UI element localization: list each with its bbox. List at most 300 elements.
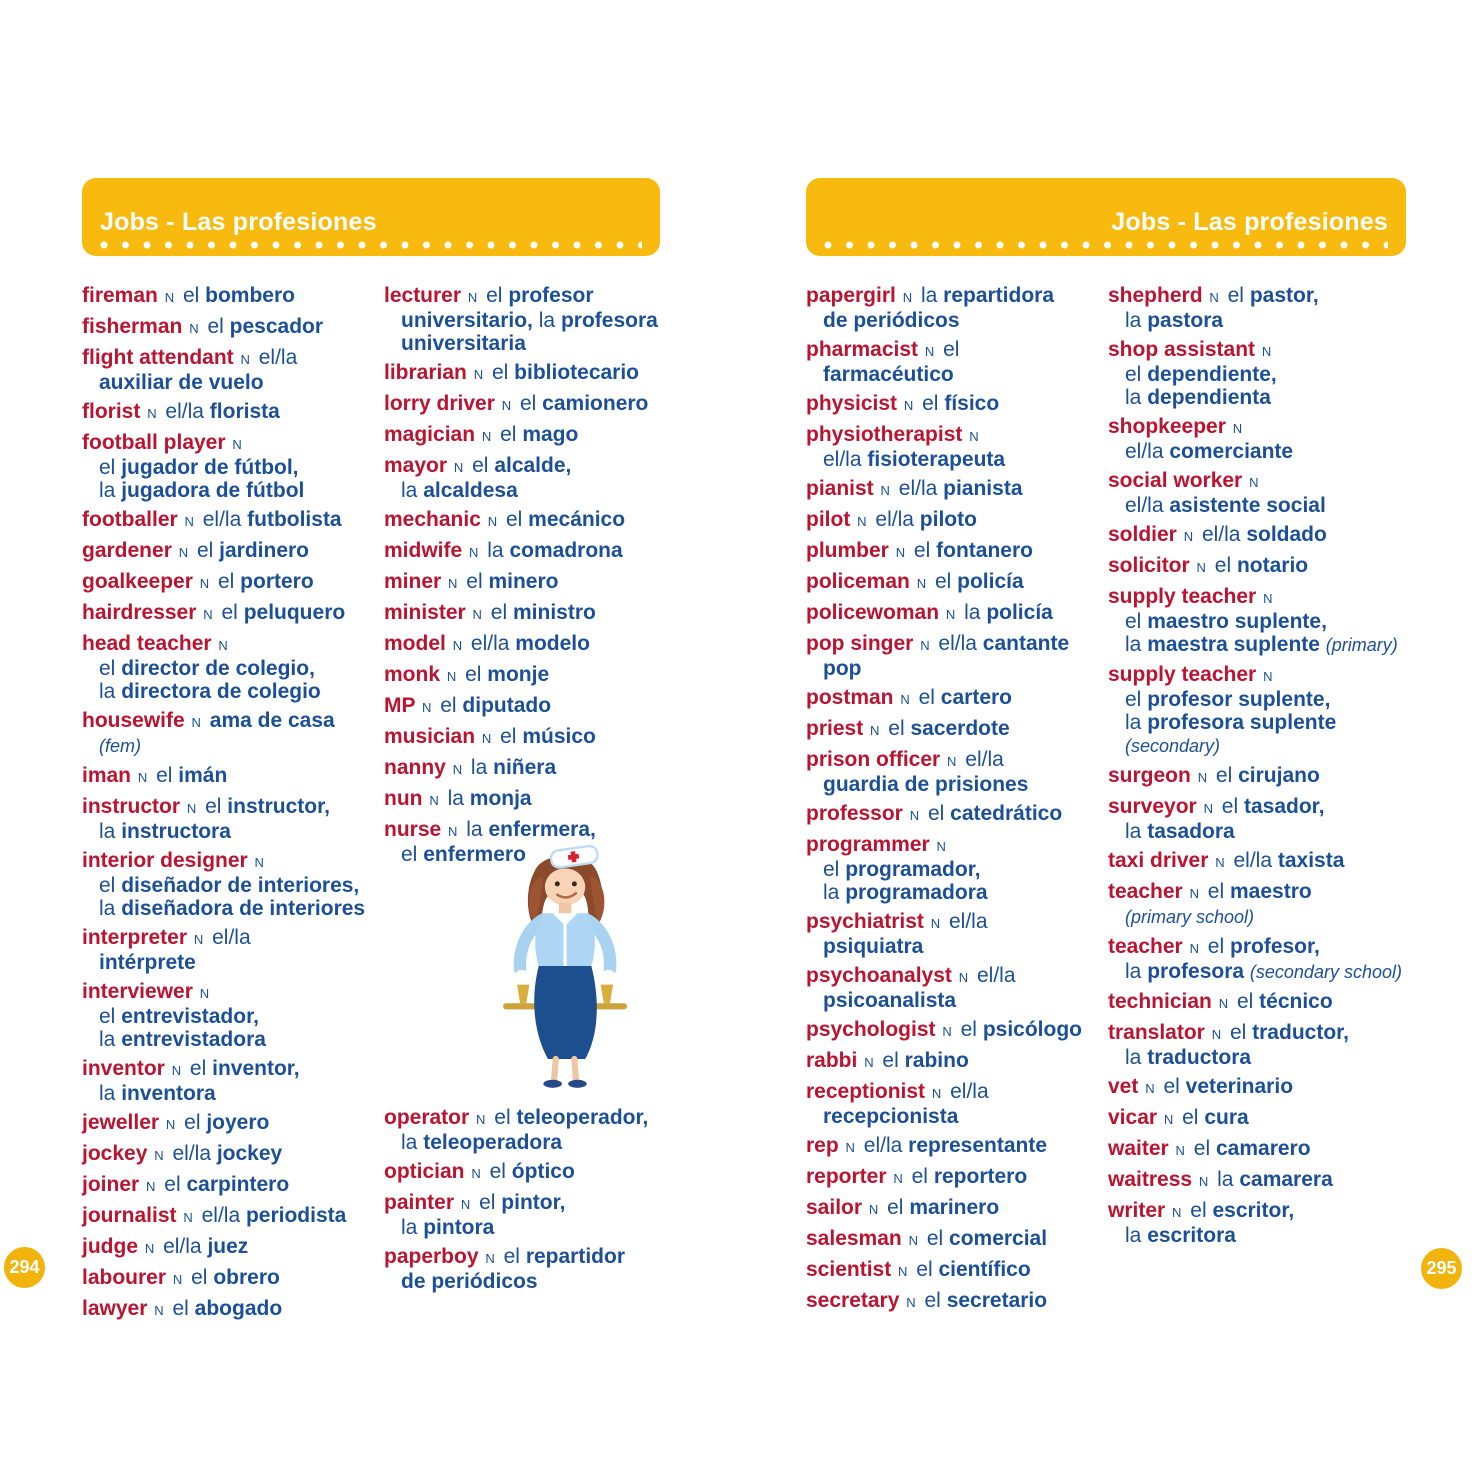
- translation: taxista: [1277, 849, 1345, 872]
- translation: técnico: [1259, 990, 1333, 1013]
- headword: head teacher: [82, 632, 212, 655]
- entry-line: [82, 431, 384, 456]
- entry-line: [1108, 494, 1406, 517]
- noun-marker: N: [1261, 344, 1272, 359]
- translation: ama de casa: [209, 709, 335, 732]
- dictionary-entry: [82, 709, 384, 758]
- noun-marker: N: [446, 669, 457, 684]
- entry-line: [1108, 795, 1406, 820]
- dictionary-entry: [1108, 338, 1406, 409]
- dictionary-entry: [806, 392, 1108, 417]
- dictionary-entry: [806, 1018, 1108, 1043]
- translation: cartero: [940, 686, 1012, 709]
- article: el/la: [976, 964, 1016, 987]
- dictionary-entry: [384, 632, 660, 657]
- headword: pianist: [806, 477, 874, 500]
- translation: modelo: [515, 632, 590, 655]
- noun-marker: N: [218, 638, 228, 653]
- translation: marinero: [909, 1196, 1000, 1219]
- article: el: [207, 315, 224, 338]
- headword: instructor: [82, 795, 181, 818]
- translation: traductor,: [1252, 1021, 1349, 1044]
- entry-line: [384, 508, 660, 533]
- dictionary-entry: [82, 601, 384, 626]
- entry-line: [1108, 1075, 1406, 1100]
- entry-line: [82, 346, 384, 371]
- translation: enfermera,: [488, 818, 596, 841]
- article: el: [440, 694, 457, 717]
- headword: flight attendant: [82, 346, 234, 369]
- entry-line: [806, 601, 1108, 626]
- article: el: [164, 1173, 181, 1196]
- entry-line: [806, 1018, 1108, 1043]
- translation: físico: [944, 392, 1000, 415]
- translation: portero: [240, 570, 314, 593]
- entry-line: [384, 332, 660, 355]
- translation: sacerdote: [910, 717, 1010, 740]
- article: el: [503, 1245, 520, 1268]
- noun-marker: N: [1196, 560, 1206, 575]
- article: el: [505, 508, 523, 531]
- article: la: [447, 787, 464, 810]
- headword: monk: [384, 663, 441, 686]
- dictionary-entry: [384, 1245, 660, 1293]
- noun-marker: N: [1145, 1081, 1155, 1096]
- noun-marker: N: [902, 290, 913, 305]
- dictionary-entry: [1108, 1168, 1406, 1193]
- article: el: [911, 1165, 928, 1188]
- article: el/la: [950, 1080, 989, 1103]
- entry-line: [384, 1245, 660, 1270]
- article: la: [401, 1216, 418, 1239]
- dictionary-entry: [1108, 1199, 1406, 1247]
- entry-line: [806, 570, 1108, 595]
- noun-marker: N: [930, 916, 941, 931]
- translation: bibliotecario: [514, 361, 640, 384]
- headword: plumber: [806, 539, 889, 562]
- translation: niñera: [493, 756, 557, 779]
- article: la: [1125, 711, 1142, 734]
- dictionary-entry: [82, 1204, 384, 1229]
- entry-line: [82, 632, 384, 657]
- entry-line: [1108, 1137, 1406, 1162]
- entry-line: [806, 858, 1108, 881]
- headword: professor: [806, 802, 903, 825]
- headword: judge: [82, 1235, 138, 1258]
- translation: notario: [1236, 554, 1309, 577]
- headword: rep: [806, 1134, 839, 1157]
- dictionary-entry: [384, 570, 660, 595]
- noun-marker: N: [916, 576, 927, 591]
- entry-line: [1108, 1106, 1406, 1131]
- noun-marker: N: [460, 1197, 471, 1212]
- translation: monje: [487, 663, 550, 686]
- article: el/la: [965, 748, 1004, 771]
- entry-line: [806, 632, 1108, 657]
- translation: peluquero: [243, 601, 346, 624]
- article: el: [888, 717, 905, 740]
- noun-marker: N: [857, 514, 867, 529]
- headword: musician: [384, 725, 476, 748]
- dictionary-entry: [806, 539, 1108, 564]
- entry-line: [82, 764, 384, 789]
- noun-marker: N: [469, 545, 479, 560]
- noun-marker: N: [147, 406, 157, 421]
- noun-marker: N: [969, 429, 979, 444]
- entry-line: [1108, 554, 1406, 579]
- dictionary-entry: [806, 1227, 1108, 1252]
- entry-line: [1108, 1021, 1406, 1046]
- translation: músico: [522, 725, 596, 748]
- translation: instructor,: [227, 795, 330, 818]
- article: el: [479, 1191, 496, 1214]
- headword: secretary: [806, 1289, 900, 1312]
- article: el: [486, 284, 503, 307]
- dictionary-entry: [82, 315, 384, 340]
- page-294: [82, 178, 660, 1328]
- dictionary-entry: [82, 431, 384, 502]
- article: la: [1125, 309, 1142, 332]
- translation: policía: [957, 570, 1024, 593]
- article: el: [1236, 990, 1254, 1013]
- headword: fisherman: [82, 315, 183, 338]
- entry-line: [384, 570, 660, 595]
- headword: lorry driver: [384, 392, 495, 415]
- noun-marker: N: [452, 762, 463, 777]
- noun-marker: N: [199, 576, 210, 591]
- dictionary-entry: [82, 400, 384, 425]
- translation: de periódicos: [401, 1270, 538, 1293]
- article: el: [99, 874, 116, 897]
- translation: cantante: [982, 632, 1070, 655]
- translation: teleoperador,: [516, 1106, 649, 1129]
- headword: receptionist: [806, 1080, 926, 1103]
- entry-line: [806, 448, 1108, 471]
- entry-line: [82, 1005, 384, 1028]
- noun-marker: N: [154, 1148, 164, 1163]
- headword: prison officer: [806, 748, 941, 771]
- entry-line: [806, 1289, 1108, 1314]
- translation: futbolista: [247, 508, 342, 531]
- entry-line: [806, 964, 1108, 989]
- translation: policía: [986, 601, 1053, 624]
- translation: entrevistadora: [121, 1028, 266, 1051]
- article: el: [960, 1018, 977, 1041]
- headword: journalist: [82, 1204, 177, 1227]
- translation: universitario,: [401, 309, 533, 332]
- entry-line: [806, 1049, 1108, 1074]
- translation: traductora: [1147, 1046, 1252, 1069]
- translation: secretario: [946, 1289, 1048, 1312]
- entry-line: [806, 309, 1108, 332]
- article: la: [1125, 386, 1142, 409]
- translation: comercial: [949, 1227, 1048, 1250]
- article: el: [1227, 284, 1244, 307]
- article: el: [934, 570, 952, 593]
- translation: soldado: [1246, 523, 1327, 546]
- entry-line: [806, 773, 1108, 796]
- translation: jugadora de fútbol: [121, 479, 305, 502]
- translation: diseñadora de interiores: [121, 897, 366, 920]
- translation: farmacéutico: [823, 363, 954, 386]
- dictionary-entry: [1108, 935, 1406, 984]
- headword: writer: [1108, 1199, 1166, 1222]
- dictionary-entry: [806, 1080, 1108, 1128]
- headword: fireman: [82, 284, 158, 307]
- translation: enfermero: [423, 843, 526, 866]
- headword: midwife: [384, 539, 463, 562]
- translation: profesora suplente: [1147, 711, 1337, 734]
- headword: surveyor: [1108, 795, 1197, 818]
- noun-marker: N: [199, 986, 210, 1001]
- dotted-divider: [100, 241, 642, 249]
- headword: translator: [1108, 1021, 1205, 1044]
- translation: tasador,: [1244, 795, 1325, 818]
- section-title: Jobs - Las profesiones: [1111, 208, 1388, 236]
- noun-marker: N: [1175, 1143, 1185, 1158]
- entry-line: [806, 802, 1108, 827]
- noun-marker: N: [193, 932, 204, 947]
- entry-line: [806, 935, 1108, 958]
- entry-line: [384, 756, 660, 781]
- entry-line: [1108, 990, 1406, 1015]
- entry-line: [384, 309, 660, 332]
- translation: dependienta: [1147, 386, 1271, 409]
- headword: gardener: [82, 539, 172, 562]
- dictionary-entry: [806, 748, 1108, 796]
- entry-line: [806, 686, 1108, 711]
- article: el/la: [470, 632, 510, 655]
- article: la: [487, 539, 504, 562]
- translation: minero: [488, 570, 559, 593]
- entry-line: [82, 539, 384, 564]
- entry-line: [806, 881, 1108, 904]
- entry-line: [806, 1080, 1108, 1105]
- headword: solicitor: [1108, 554, 1190, 577]
- dictionary-entry: [806, 1165, 1108, 1190]
- headword: MP: [384, 694, 416, 717]
- article: el/la: [202, 508, 242, 531]
- entry-line: [82, 734, 384, 758]
- noun-marker: N: [1263, 669, 1273, 684]
- headword: interviewer: [82, 980, 193, 1003]
- translation: cirujano: [1238, 764, 1320, 787]
- noun-marker: N: [845, 1140, 855, 1155]
- article: el: [922, 392, 939, 415]
- translation: directora de colegio: [121, 680, 321, 703]
- noun-marker: N: [1197, 770, 1208, 785]
- headword: pop singer: [806, 632, 914, 655]
- right-page-column-1: [806, 284, 1108, 1320]
- translation: intérprete: [99, 951, 196, 974]
- entry-line: [384, 818, 660, 843]
- entry-line: [82, 1082, 384, 1105]
- noun-marker: N: [909, 808, 920, 823]
- article: el: [217, 570, 235, 593]
- translation: joyero: [206, 1111, 270, 1134]
- entry-line: [384, 1216, 660, 1239]
- dictionary-entry: [82, 508, 384, 533]
- dictionary-entry: [384, 361, 660, 386]
- headword: lawyer: [82, 1297, 148, 1320]
- noun-marker: N: [448, 576, 458, 591]
- dotted-divider: [824, 241, 1388, 249]
- translation: repartidora: [943, 284, 1055, 307]
- article: el: [927, 802, 945, 825]
- dictionary-entry: [82, 980, 384, 1051]
- entry-line: [82, 820, 384, 843]
- entry-line: [1108, 764, 1406, 789]
- entry-line: [384, 1131, 660, 1154]
- entry-line: [384, 361, 660, 386]
- article: la: [99, 1082, 116, 1105]
- article: la: [1125, 1046, 1142, 1069]
- note: (secondary): [1125, 736, 1221, 756]
- entry-line: [82, 849, 384, 874]
- dictionary-entry: [1108, 764, 1406, 789]
- dictionary-entry: [384, 756, 660, 781]
- headword: teacher: [1108, 935, 1183, 958]
- article: el: [172, 1297, 189, 1320]
- headword: football player: [82, 431, 226, 454]
- article: el: [1190, 1199, 1207, 1222]
- entry-line: [82, 980, 384, 1005]
- headword: social worker: [1108, 469, 1243, 492]
- noun-marker: N: [485, 1251, 495, 1266]
- entry-line: [806, 363, 1108, 386]
- dictionary-entry: [1108, 1075, 1406, 1100]
- noun-marker: N: [900, 692, 910, 707]
- headword: mayor: [384, 454, 448, 477]
- translation: jockey: [216, 1142, 283, 1165]
- page-295: [806, 178, 1406, 1320]
- translation: pastora: [1147, 309, 1224, 332]
- noun-marker: N: [898, 1264, 908, 1279]
- translation: profesora: [560, 309, 658, 332]
- dictionary-entry: [384, 787, 660, 812]
- noun-marker: N: [1209, 290, 1219, 305]
- article: la: [1125, 960, 1142, 983]
- entry-line: [82, 570, 384, 595]
- noun-marker: N: [164, 290, 175, 305]
- article: el: [1221, 795, 1239, 818]
- translation: alcaldesa: [423, 479, 518, 502]
- page-number-right: 295: [1421, 1248, 1462, 1289]
- headword: waiter: [1108, 1137, 1169, 1160]
- entry-line: [1108, 284, 1406, 309]
- entry-line: [806, 1227, 1108, 1252]
- headword: salesman: [806, 1227, 902, 1250]
- noun-marker: N: [1215, 855, 1225, 870]
- headword: interior designer: [82, 849, 248, 872]
- entry-line: [82, 1057, 384, 1082]
- headword: rabbi: [806, 1049, 858, 1072]
- entry-line: [82, 680, 384, 703]
- noun-marker: N: [1232, 421, 1243, 436]
- article: el: [500, 725, 517, 748]
- noun-marker: N: [920, 638, 930, 653]
- dictionary-entry: [82, 539, 384, 564]
- article: la: [99, 680, 116, 703]
- noun-marker: N: [473, 367, 484, 382]
- dictionary-entry: [1108, 663, 1406, 758]
- dictionary-entry: [384, 1191, 660, 1239]
- headword: physicist: [806, 392, 898, 415]
- headword: jeweller: [82, 1111, 160, 1134]
- noun-marker: N: [189, 321, 199, 336]
- left-page-columns: [82, 284, 660, 1328]
- dictionary-entry: [82, 1111, 384, 1136]
- translation: fontanero: [936, 539, 1033, 562]
- article: el: [1214, 554, 1232, 577]
- translation: representante: [908, 1134, 1048, 1157]
- article: el: [221, 601, 238, 624]
- translation: guardia de prisiones: [823, 773, 1029, 796]
- entry-line: [82, 926, 384, 951]
- entry-line: [806, 539, 1108, 564]
- translation: obrero: [213, 1266, 280, 1289]
- translation: comadrona: [509, 539, 623, 562]
- headword: shepherd: [1108, 284, 1203, 307]
- translation: teleoperadora: [423, 1131, 563, 1154]
- article: el: [489, 1160, 506, 1183]
- article: la: [99, 479, 116, 502]
- dictionary-entry: [1108, 469, 1406, 517]
- headword: model: [384, 632, 446, 655]
- translation: cura: [1204, 1106, 1249, 1129]
- entry-line: [806, 910, 1108, 935]
- article: el: [916, 1258, 933, 1281]
- noun-marker: N: [903, 398, 914, 413]
- article: el: [926, 1227, 944, 1250]
- entry-line: [1108, 309, 1406, 332]
- dictionary-entry: [806, 601, 1108, 626]
- section-title: Jobs - Las profesiones: [100, 208, 377, 236]
- dictionary-entry: [82, 1266, 384, 1291]
- article: la: [99, 820, 116, 843]
- dictionary-entry: [82, 1057, 384, 1105]
- translation: programadora: [845, 881, 988, 904]
- article: el/la: [1201, 523, 1241, 546]
- translation: instructora: [121, 820, 231, 843]
- entry-line: [1108, 935, 1406, 960]
- translation: piloto: [919, 508, 977, 531]
- headword: programmer: [806, 833, 930, 856]
- entry-line: [384, 1270, 660, 1293]
- headword: pharmacist: [806, 338, 919, 361]
- entry-line: [1108, 1224, 1406, 1247]
- dictionary-entry: [806, 964, 1108, 1012]
- article: el: [500, 423, 517, 446]
- headword: labourer: [82, 1266, 167, 1289]
- noun-marker: N: [183, 1210, 193, 1225]
- entry-line: [82, 1111, 384, 1136]
- article: el: [99, 456, 116, 479]
- article: el: [191, 1266, 208, 1289]
- translation: comerciante: [1169, 440, 1294, 463]
- entry-line: [384, 1191, 660, 1216]
- article: el: [1215, 764, 1233, 787]
- headword: librarian: [384, 361, 467, 384]
- dictionary-entry: [82, 346, 384, 394]
- entry-line: [806, 1105, 1108, 1128]
- noun-marker: N: [178, 545, 189, 560]
- article: el: [918, 686, 935, 709]
- translation: profesor suplente,: [1147, 688, 1331, 711]
- entry-line: [384, 694, 660, 719]
- dictionary-entry: [806, 833, 1108, 904]
- article: el: [519, 392, 537, 415]
